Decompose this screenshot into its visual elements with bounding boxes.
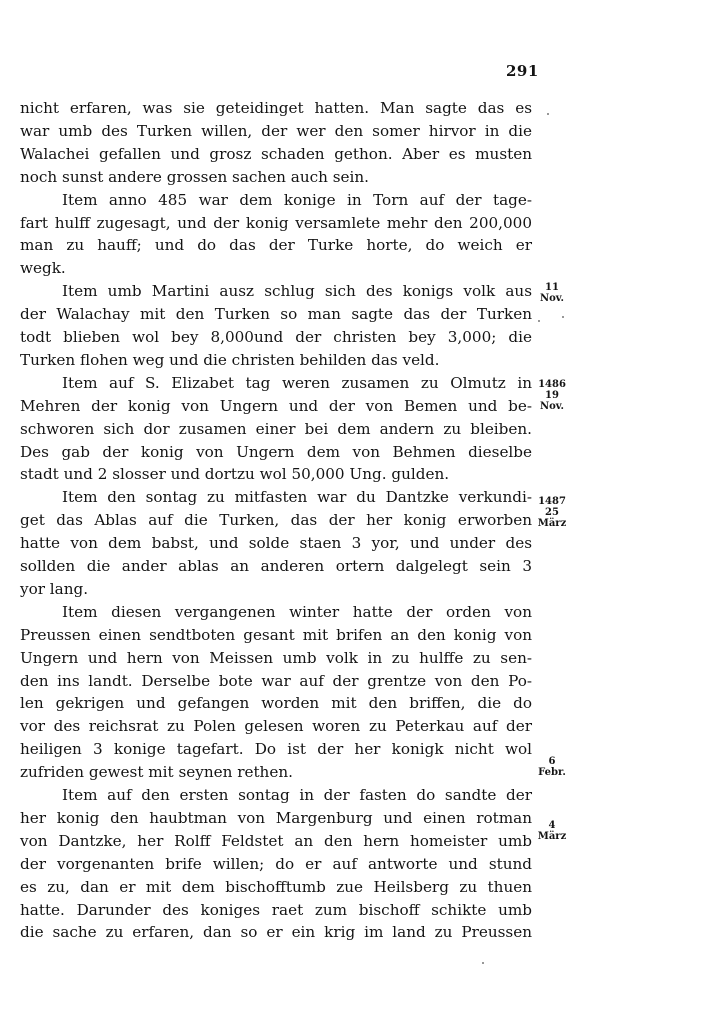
text-line: stadt und 2 slosser und dortzu wol 50,000 Ung. gulden. [20,465,450,484]
margin-note-year: 1487 [538,496,566,507]
margin-note-date [530,820,574,842]
text-line: den ins landt. Derselbe bote war auf der grentze von den Po- [20,671,532,690]
text-line: es zu, dan er mit dem bischofftumb zue Heilsberg zu thuen [20,877,532,896]
margin-note-month: Nov. [539,401,565,412]
text-line: Mehren der konig von Ungern und der von Bemen und be- [20,396,532,415]
text-line: Walachei gefallen und grosz schaden gethon. Aber es musten [20,144,532,163]
text-line: fart hulff zugesagt, und der konig versamlete mehr den 200,000 [20,213,532,232]
margin-note-month: März [537,518,567,529]
text-line: yor lang. [20,579,89,598]
text-line: der Walachay mit den Turken so man sagte das der Turken [20,305,532,324]
text-line: Preussen einen sendtboten gesant mit brifen an den konig von [20,625,532,644]
text-line: sollden die ander ablas an anderen ortern dalgelegt sein 3 [20,557,532,575]
text-line: wegk. [20,259,66,278]
text-line: vor des reichsrat zu Polen gelesen woren zu Peterkau auf der [20,717,532,736]
margin-note-day: 6 [548,756,556,767]
text-line: Des gab der konig von Ungern dem von Behmen dieselbe [20,442,532,461]
margin-note-day: 11 [545,282,559,293]
text-line: von Dantzke, her Rolff Feldstet an den hern homeister umb [20,831,532,850]
text-line: zufriden gewest mit seynen rethen. [20,763,293,782]
text-line: schworen sich dor zusamen einer bei dem andern zu bleiben. [20,419,532,438]
text-line: Item den sontag zu mitfasten war du Dantzke verkundi- [62,488,532,507]
margin-note-date [530,379,574,412]
text-line: war umb des Turken willen, der wer den somer hirvor in die [20,121,532,140]
scan-speck [562,316,564,318]
text-line: man zu hauff; und do das der Turke horte, do weich er [20,236,532,255]
margin-note-date [530,282,574,304]
text-line: Item anno 485 war dem konige in Torn auf der tage- [62,190,532,209]
scan-speck [547,113,549,115]
margin-note-month: Febr. [538,767,566,778]
text-line: hatte. Darunder des koniges raet zum bischoff schikte umb [20,900,532,919]
margin-note-year: 1486 [538,379,566,390]
text-line: Item auf S. Elizabet tag weren zusamen zu Olmutz in [62,373,532,392]
margin-note-month: Nov. [539,293,565,304]
page-number: 291 [506,62,539,80]
scan-speck [538,320,540,322]
text-line: Turken flohen weg und die christen behilden das veld. [20,350,440,369]
text-line: noch sunst andere grossen sachen auch sein. [20,167,369,186]
text-line: hatte von dem babst, und solde staen 3 yor, und under des [20,534,532,553]
text-line: der vorgenanten brife willen; do er auf antworte und stund [20,854,532,873]
margin-note-month: März [537,831,567,842]
text-line: Ungern und hern von Meissen umb volk in zu hulffe zu sen- [20,648,532,667]
text-line: nicht erfaren, was sie geteidinget hatten. Man sagte das es [20,99,532,117]
scan-speck [482,962,484,964]
margin-note-day: 19 [545,390,559,401]
text-line: Item auf den ersten sontag in der fasten do sandte der [62,786,532,804]
text-line: Item umb Martini ausz schlug sich des konigs volk aus [62,282,532,301]
text-line: todt blieben wol bey 8,000und der christen bey 3,000; die [20,328,532,346]
margin-note-date [530,756,574,778]
text-line: heiligen 3 konige tagefart. Do ist der her konigk nicht wol [20,740,532,759]
margin-note-day: 25 [545,507,559,518]
text-line: Item diesen vergangenen winter hatte der orden von [62,602,532,621]
text-line: her konig den haubtman von Margenburg und einen rotman [20,808,532,827]
margin-note-day: 4 [548,820,556,831]
text-line: die sache zu erfaren, dan so er ein krig im land zu Preussen [20,923,532,942]
text-line: get das Ablas auf die Turken, das der her konig erworben [20,511,532,530]
text-line: len gekrigen und gefangen worden mit den briffen, die do [20,694,532,713]
margin-note-date [530,496,574,529]
